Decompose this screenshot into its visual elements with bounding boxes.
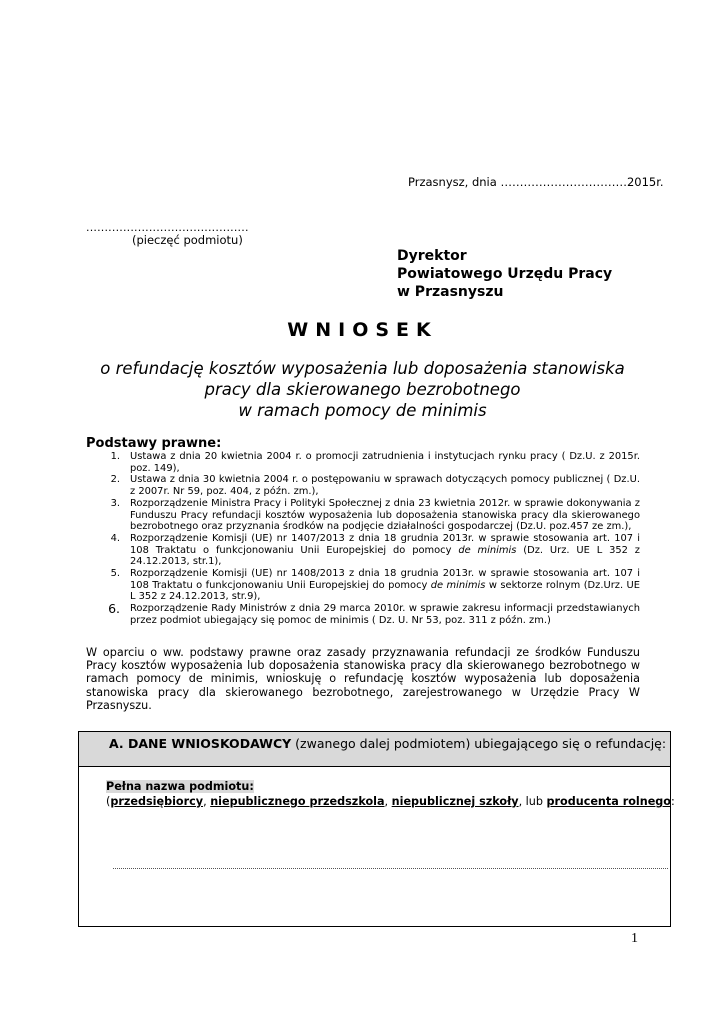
list-item: [86, 451, 640, 474]
list-item-number: 1.: [110, 451, 120, 462]
place-date-line: Przasnysz, dnia ……………………………2015r.: [408, 175, 664, 189]
text-part: , lub: [518, 795, 547, 808]
subtitle-line-3: w ramach pomocy de minimis: [238, 401, 487, 420]
italic-term: de minimis: [430, 579, 486, 591]
addressee-block: [397, 247, 612, 301]
entity-type-4: producenta rolnego: [546, 795, 671, 808]
list-item-number: 4.: [110, 532, 120, 544]
text-part: w sektorze rolnym (Dz.Urz. UE L 352 z 24.12.2013, str.9),: [130, 579, 640, 603]
list-item-text: [130, 568, 640, 603]
list-item: [86, 474, 640, 497]
section-a-description: (zwanego dalej podmiotem) ubiegającego się o refundację:: [291, 736, 667, 751]
list-item-number: 6.: [108, 601, 120, 617]
legal-basis-heading: Podstawy prawne:: [86, 436, 222, 451]
text-part: :: [670, 795, 675, 808]
text-part: (Dz. Urz. UE L 352 z 24.12.2013, str.1),: [130, 544, 640, 568]
list-item-number: 5.: [110, 568, 120, 580]
addressee-line-3: w Przasnyszu: [397, 284, 504, 300]
list-item-text: Rozporządzenie Rady Ministrów z dnia 29 marca 2010r. w sprawie zakresu informacji przedstawianych przez podmiot ubiegający się pomoc de minimis ( Dz. U. Nr 53, poz. 311 z późn. zm.): [130, 603, 640, 626]
addressee-line-2: Powiatowego Urzędu Pracy: [397, 266, 613, 282]
stamp-dotted-line: ............................................: [86, 221, 249, 234]
list-item-number: 2.: [110, 474, 120, 486]
list-item-number: 3.: [110, 497, 120, 509]
list-item: [86, 533, 640, 568]
document-title: WNIOSEK: [287, 319, 438, 341]
stamp-label: (pieczęć podmiotu): [132, 233, 243, 247]
list-item-text: [130, 533, 640, 568]
addressee-line-1: Dyrektor: [397, 248, 467, 264]
entity-type-3: niepublicznej szkoły: [391, 795, 519, 808]
section-a-title: A. DANE WNIOSKODAWCY: [109, 736, 292, 751]
subtitle-line-2: pracy dla skierowanego bezrobotnego: [204, 380, 521, 399]
intro-paragraph: W oparciu o ww. podstawy prawne oraz zasady przyznawania refundacji ze środków Funduszu Pracy kosztów wyposażenia lub doposażenia stanowiska pracy dla skierowanego bezrobotnego w ramach pomocy de minimis, wnioskuję o refundację kosztów wyposażenia lub doposażenia stanowiska pracy dla skierowanego bezrobotnego, zarejestrowanego w Urzędzie Pracy W Przasnyszu.: [86, 646, 640, 712]
text-part: Rozporządzenie Komisji (UE) nr 1407/2013 z dnia 18 grudnia 2013r. w sprawie stosowania art. 107 i 108 Traktatu o funkcjonowaniu Unii Europejskiej do pomocy: [130, 532, 640, 556]
text-part: ,: [203, 795, 211, 808]
page-number: 1: [631, 931, 638, 946]
list-item: [86, 603, 640, 626]
text-part: Rozporządzenie Komisji (UE) nr 1408/2013 z dnia 18 grudnia 2013r. w sprawie stosowania art. 107 i 108 Traktatu o funkcjonowaniu Unii Europejskiej do pomocy: [130, 568, 640, 591]
text-part: (: [106, 795, 111, 808]
legal-basis-list: [86, 451, 640, 627]
list-item-text: Rozporządzenie Ministra Pracy i Polityki Społecznej z dnia 23 kwietnia 2012r. w sprawie dokonywania z Funduszu Pracy refundacji kosztów wyposażenia lub doposażenia stanowiska pracy dla skierowanego bezrobotnego oraz przyznania środków na podjęcie działalności gospodarczej (Dz.U. poz.457 ze zm.),: [130, 497, 640, 533]
entity-types-line: [106, 795, 675, 808]
list-item-text: Ustawa z dnia 30 kwietnia 2004 r. o postępowaniu w sprawach dotyczących pomocy publicznej ( Dz.U. z 2007r. Nr 59, poz. 404, z późn. zm.),: [130, 474, 640, 498]
entity-name-fill-line[interactable]: [113, 859, 668, 869]
entity-name-label: Pełna nazwa podmiotu:: [106, 780, 254, 793]
subtitle-line-1: o refundację kosztów wyposażenia lub doposażenia stanowiska: [100, 359, 625, 378]
section-a-header: [79, 732, 670, 767]
list-item: [86, 498, 640, 533]
list-item: [86, 568, 640, 603]
document-subtitle: [60, 358, 665, 421]
italic-term: de minimis: [458, 544, 517, 556]
entity-type-1: przedsiębiorcy: [110, 795, 204, 808]
list-item-text: Ustawa z dnia 20 kwietnia 2004 r. o promocji zatrudnienia i instytucjach rynku pracy ( Dz.U. z 2015r. poz. 149),: [130, 451, 640, 474]
entity-type-2: niepublicznego przedszkola: [210, 795, 385, 808]
text-part: ,: [384, 795, 392, 808]
section-a-box: [78, 731, 675, 927]
